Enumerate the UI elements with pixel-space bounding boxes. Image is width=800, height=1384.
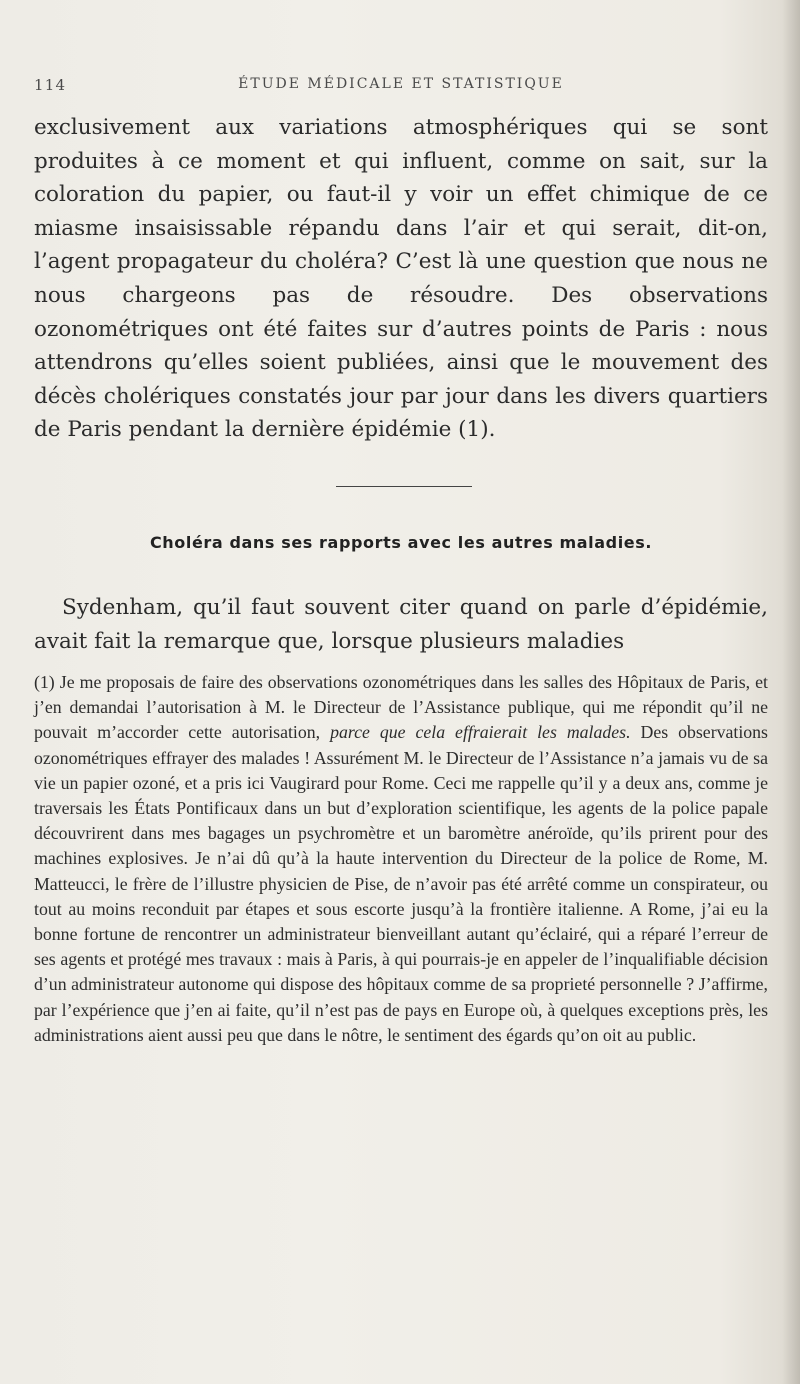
footnote-text-end: Des observations ozonométriques effrayer des malades ! Assurément M. le Directeur de l’Assistance n’a jamais vu de sa vie un papier ozoné, et a pris ici Vaugirard pour Rome. Ceci me rappelle qu’il y a deux ans, comme je traversais les États Pontificaux dans un but d’exploration scientifique, les agents de la police papale découvrirent dans mes bagages un psychromètre et un baromètre anéroïde, qu’ils prirent pour des machines explosives. Je n’ai dû qu’à la haute intervention du Directeur de la police de Rome, M. Matteucci, le frère de l’illustre physicien de Pise, de n’avoir pas été arrêté comme un conspirateur, ou tout au moins reconduit par étapes et sous escorte jusqu’à la frontière italienne. A Rome, j’ai eu la bonne fortune de rencontrer un administrateur bienveillant autant qu’éclairé, qui a réparé l’erreur de ses agents et protégé mes travaux : mais à Paris, à qui pourrais-je en appeler de l’inqualifiable décision d’un administrateur autonome qui dispose des hôpitaux comme de sa proprieté personnelle ? J’affirme, par l’expérience que j’en ai faite, qu’il n’est pas de pays en Europe où, à quelques exceptions près, les administrations aient aussi peu que dans le nôtre, le sentiment des égards qu’on oit au public. — [34, 722, 768, 1045]
page-edge-shadow — [782, 0, 800, 1384]
body-paragraph: exclusivement aux variations atmosphériques qui se sont produites à ce moment et qui influent, comme on sait, sur la coloration du papier, ou faut-il y voir un effet chimique de ce miasme insaisissable répandu dans l’air et qui serait, dit-on, l’agent propagateur du choléra? C’est là une question que nous ne nous chargeons pas de résoudre. Des observations ozonométriques ont été faites sur d’autres points de Paris : nous attendrons qu’elles soient publiées, ainsi que le mouvement des décès cholériques constatés jour par jour dans les divers quartiers de Paris pendant la dernière épidémie (1). — [34, 115, 768, 443]
running-title: ÉTUDE MÉDICALE ET STATISTIQUE — [238, 76, 564, 92]
section-heading: Choléra dans ses rapports avec les autres maladies. — [149, 533, 653, 552]
footnote-text-start: (1) Je me proposais de faire des observations ozonométriques dans les salles des Hôpitaux de Paris, et j’en demandai l’autorisation à M. le Directeur de l’Assistance publique, qui me répondit qu’il ne pouvait m’accorder cette autorisation, — [34, 672, 768, 743]
footnote — [34, 670, 768, 1048]
section-divider — [336, 486, 472, 487]
body-paragraph-2: Sydenham, qu’il faut souvent citer quand on parle d’épidémie, avait fait la remarque que, lorsque plusieurs maladies — [34, 595, 768, 654]
footnote-emphasis: parce que cela effraierait les malades. — [330, 722, 631, 743]
page-number: 114 — [34, 76, 67, 94]
